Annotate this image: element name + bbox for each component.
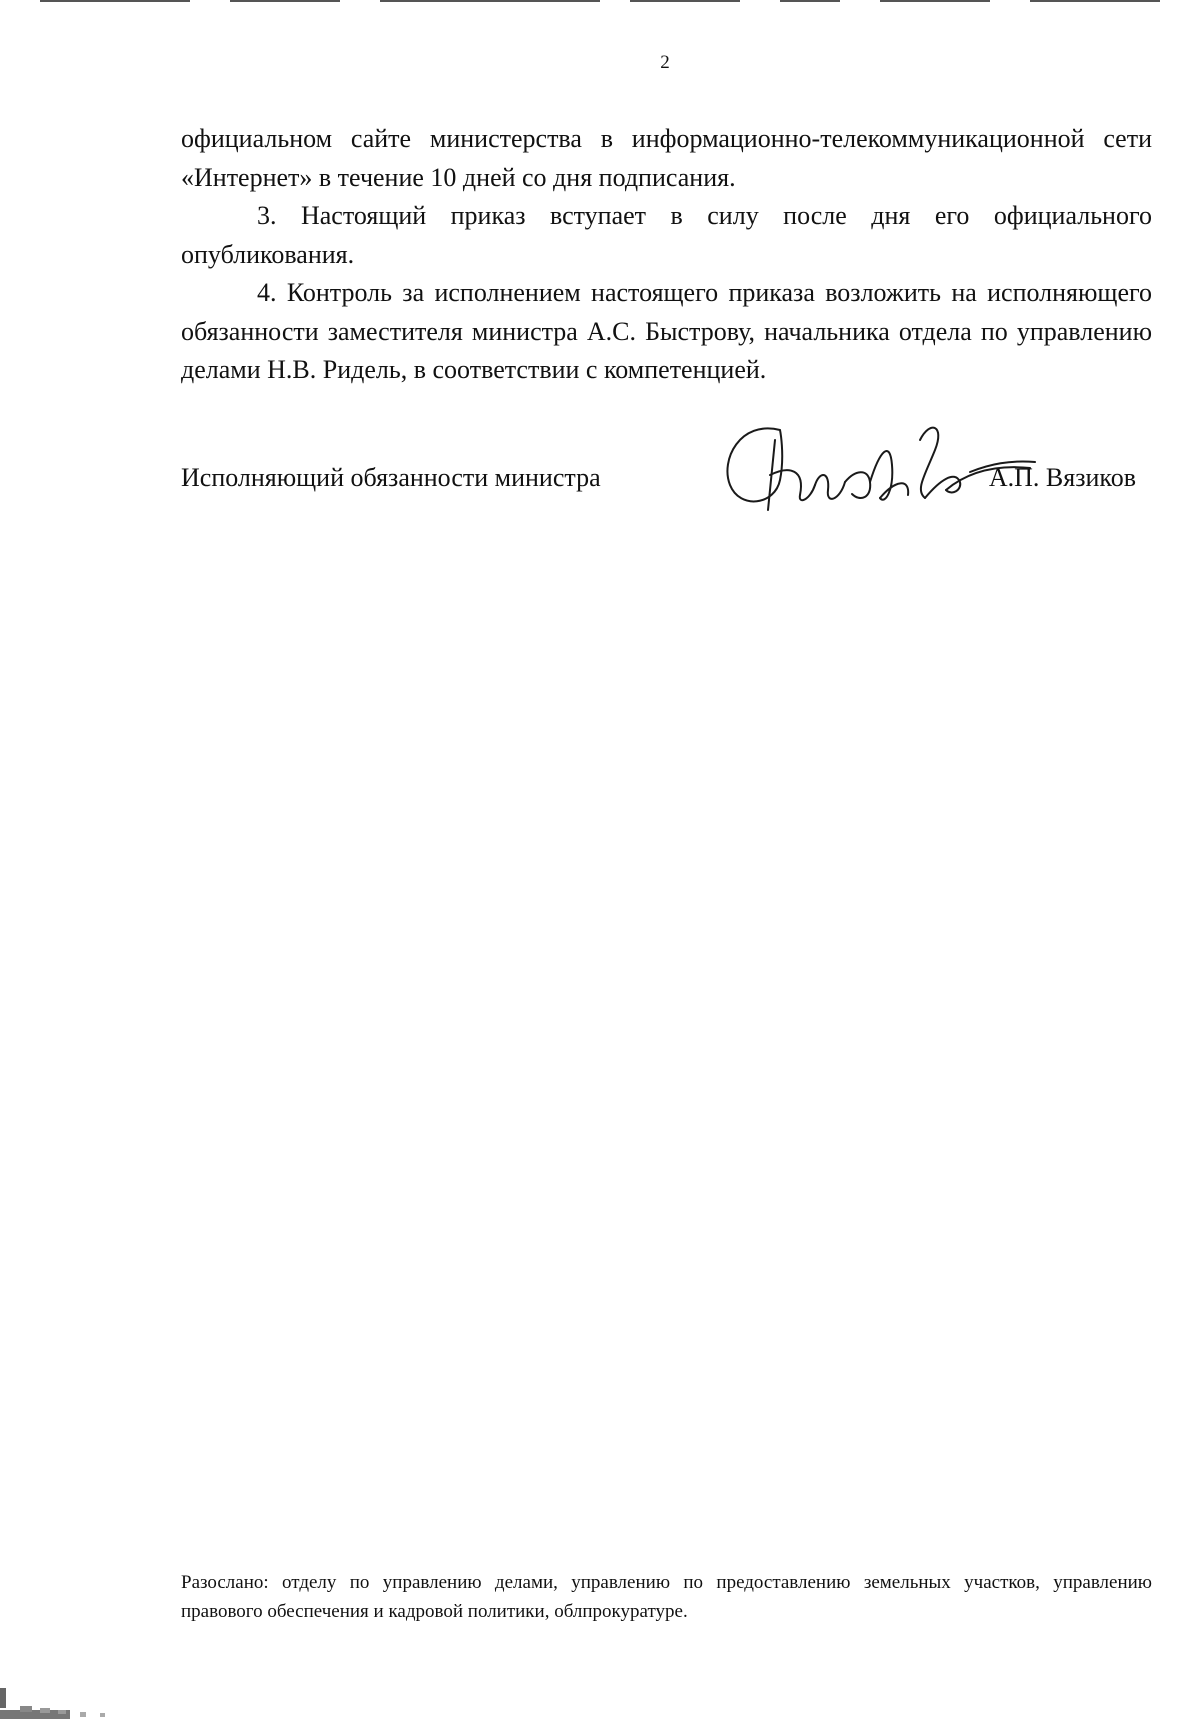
scan-top-edge [0, 0, 1200, 6]
paragraph-4: 4. Контроль за исполнением настоящего приказа возложить на исполняющего обязанности заместителя министра А.С. Быстрову, начальника отдела по управлению делами Н.В. Ридель, в соответствии с компетенцией. [181, 278, 1152, 384]
scan-artifact [0, 1680, 140, 1719]
distribution-text: Разослано: отделу по управлению делами, управлению по предоставлению земельных участков, управлению правового обеспечения и кадровой политики, облпрокуратуре. [181, 1572, 1152, 1622]
paragraph-continuation: официальном сайте министерства в информационно-телекоммуникационной сети «Интернет» в течение 10 дней со дня подписания. [181, 124, 1152, 192]
signer-name: А.П. Вязиков [988, 463, 1136, 492]
signer-title: Исполняющий обязанности министра [181, 463, 601, 492]
signature-block [181, 463, 1152, 503]
page-number: 2 [660, 52, 670, 73]
paragraph-3: 3. Настоящий приказ вступает в силу после дня его официального опубликования. [181, 201, 1152, 269]
distribution-list [181, 1568, 1152, 1626]
document-body [181, 120, 1152, 390]
